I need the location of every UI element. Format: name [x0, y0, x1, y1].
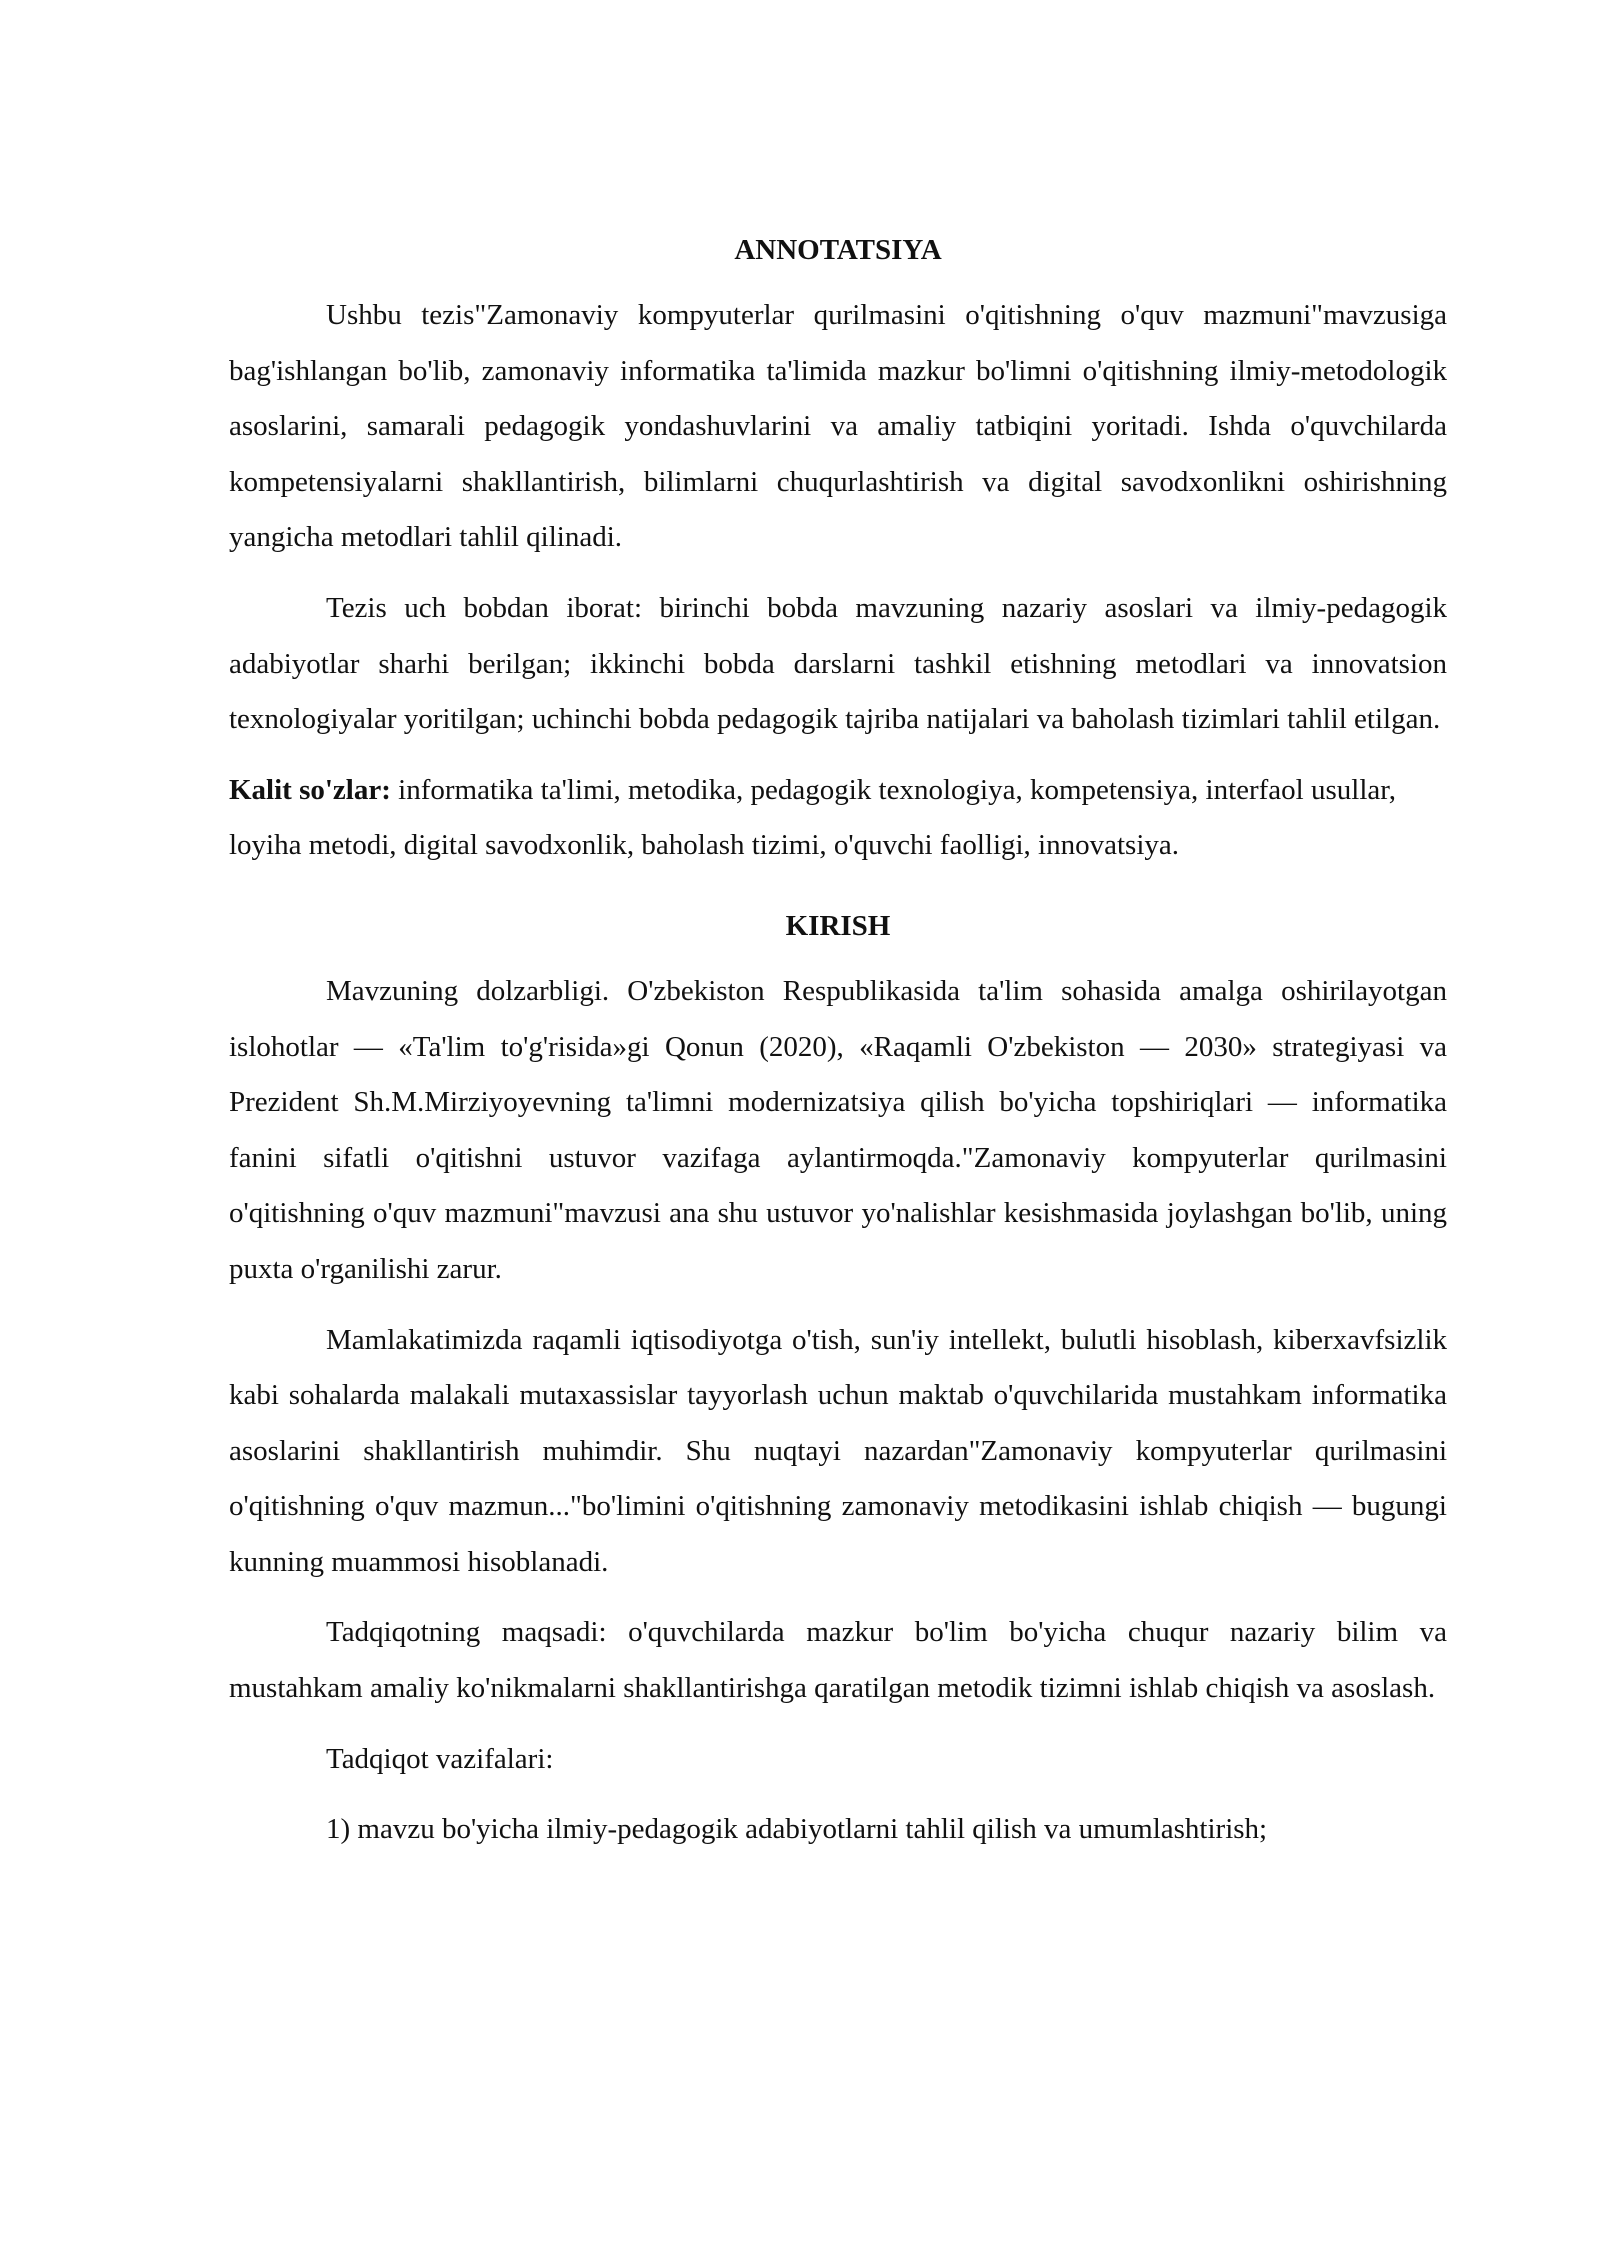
research-task-item: 1) mavzu bo'yicha ilmiy-pedagogik adabiyotlarni tahlil qilish va umumlashtirish; [326, 1813, 1268, 1846]
research-tasks-label: Tadqiqot vazifalari: [326, 1742, 554, 1775]
annotation-paragraph: Tezis uch bobdan iborat: birinchi bobda mavzuning nazariy asoslari va ilmiy-pedagogik adabiyotlar sharhi berilgan; ikkinchi bobda darslarni tashkil etishning metodlari va innovatsion texnologiyalar yoritilgan; uchinchi bobda pedagogik tajriba natijalari va baholash tizimlari tahlil etilgan. [229, 591, 1447, 736]
introduction-paragraph: Mavzuning dolzarbligi. O'zbekiston Respublikasida ta'lim sohasida amalga oshirilayotgan islohotlar — «Ta'lim to'g'risida»gi Qonun (2020), «Raqamli O'zbekiston — 2030» strategiyasi va Prezident Sh.M.Mirziyoyevning ta'limni modernizatsiya qilish bo'yicha topshiriqlari — informatika fanini sifatli o'qitishni ustuvor vazifaga aylantirmoqda."Zamonaviy kompyuterlar qurilmasini o'qitishning o'quv mazmuni"mavzusi ana shu ustuvor yo'nalishlar kesishmasida joylashgan bo'lib, uning puxta o'rganilishi zarur. [229, 974, 1447, 1285]
annotation-paragraph: Ushbu tezis"Zamonaviy kompyuterlar qurilmasini o'qitishning o'quv mazmuni"mavzusiga bag'ishlangan bo'lib, zamonaviy informatika ta'limida mazkur bo'limni o'qitishning ilmiy-metodologik asoslarini, samarali pedagogik yondashuvlarini va amaliy tatbiqini yoritadi. Ishda o'quvchilarda kompetensiyalarni shakllantirish, bilimlarni chuqurlashtirish va digital savodxonlikni oshirishning yangicha metodlari tahlil qilinadi. [229, 299, 1447, 554]
keywords-label: Kalit so'zlar: [229, 773, 391, 806]
annotation-heading: ANNOTATSIYA [734, 234, 942, 266]
research-goal-paragraph: Tadqiqotning maqsadi: o'quvchilarda mazkur bo'lim bo'yicha chuqur nazariy bilim va mustahkam amaliy ko'nikmalarni shakllantirishga qaratilgan metodik tizimni ishlab chiqish va asoslash. [229, 1616, 1447, 1705]
introduction-paragraph: Mamlakatimizda raqamli iqtisodiyotga o'tish, sun'iy intellekt, bulutli hisoblash, kiberxavfsizlik kabi sohalarda malakali mutaxassislar tayyorlash uchun maktab o'quvchilarida mustahkam informatika asoslarini shakllantirish muhimdir. Shu nuqtayi nazardan"Zamonaviy kompyuterlar qurilmasini o'qitishning o'quv mazmun..."bo'limini o'qitishning zamonaviy metodikasini ishlab chiqish — bugungi kunning muammosi hisoblanadi. [229, 1323, 1447, 1578]
document-page [229, 222, 1447, 1858]
keywords-text: informatika ta'limi, metodika, pedagogik texnologiya, kompetensiya, interfaol usullar, loyiha metodi, digital savodxonlik, baholash tizimi, o'quvchi faolligi, innovatsiya. [229, 773, 1397, 862]
keywords-paragraph [229, 763, 1447, 874]
introduction-heading: KIRISH [785, 909, 891, 942]
